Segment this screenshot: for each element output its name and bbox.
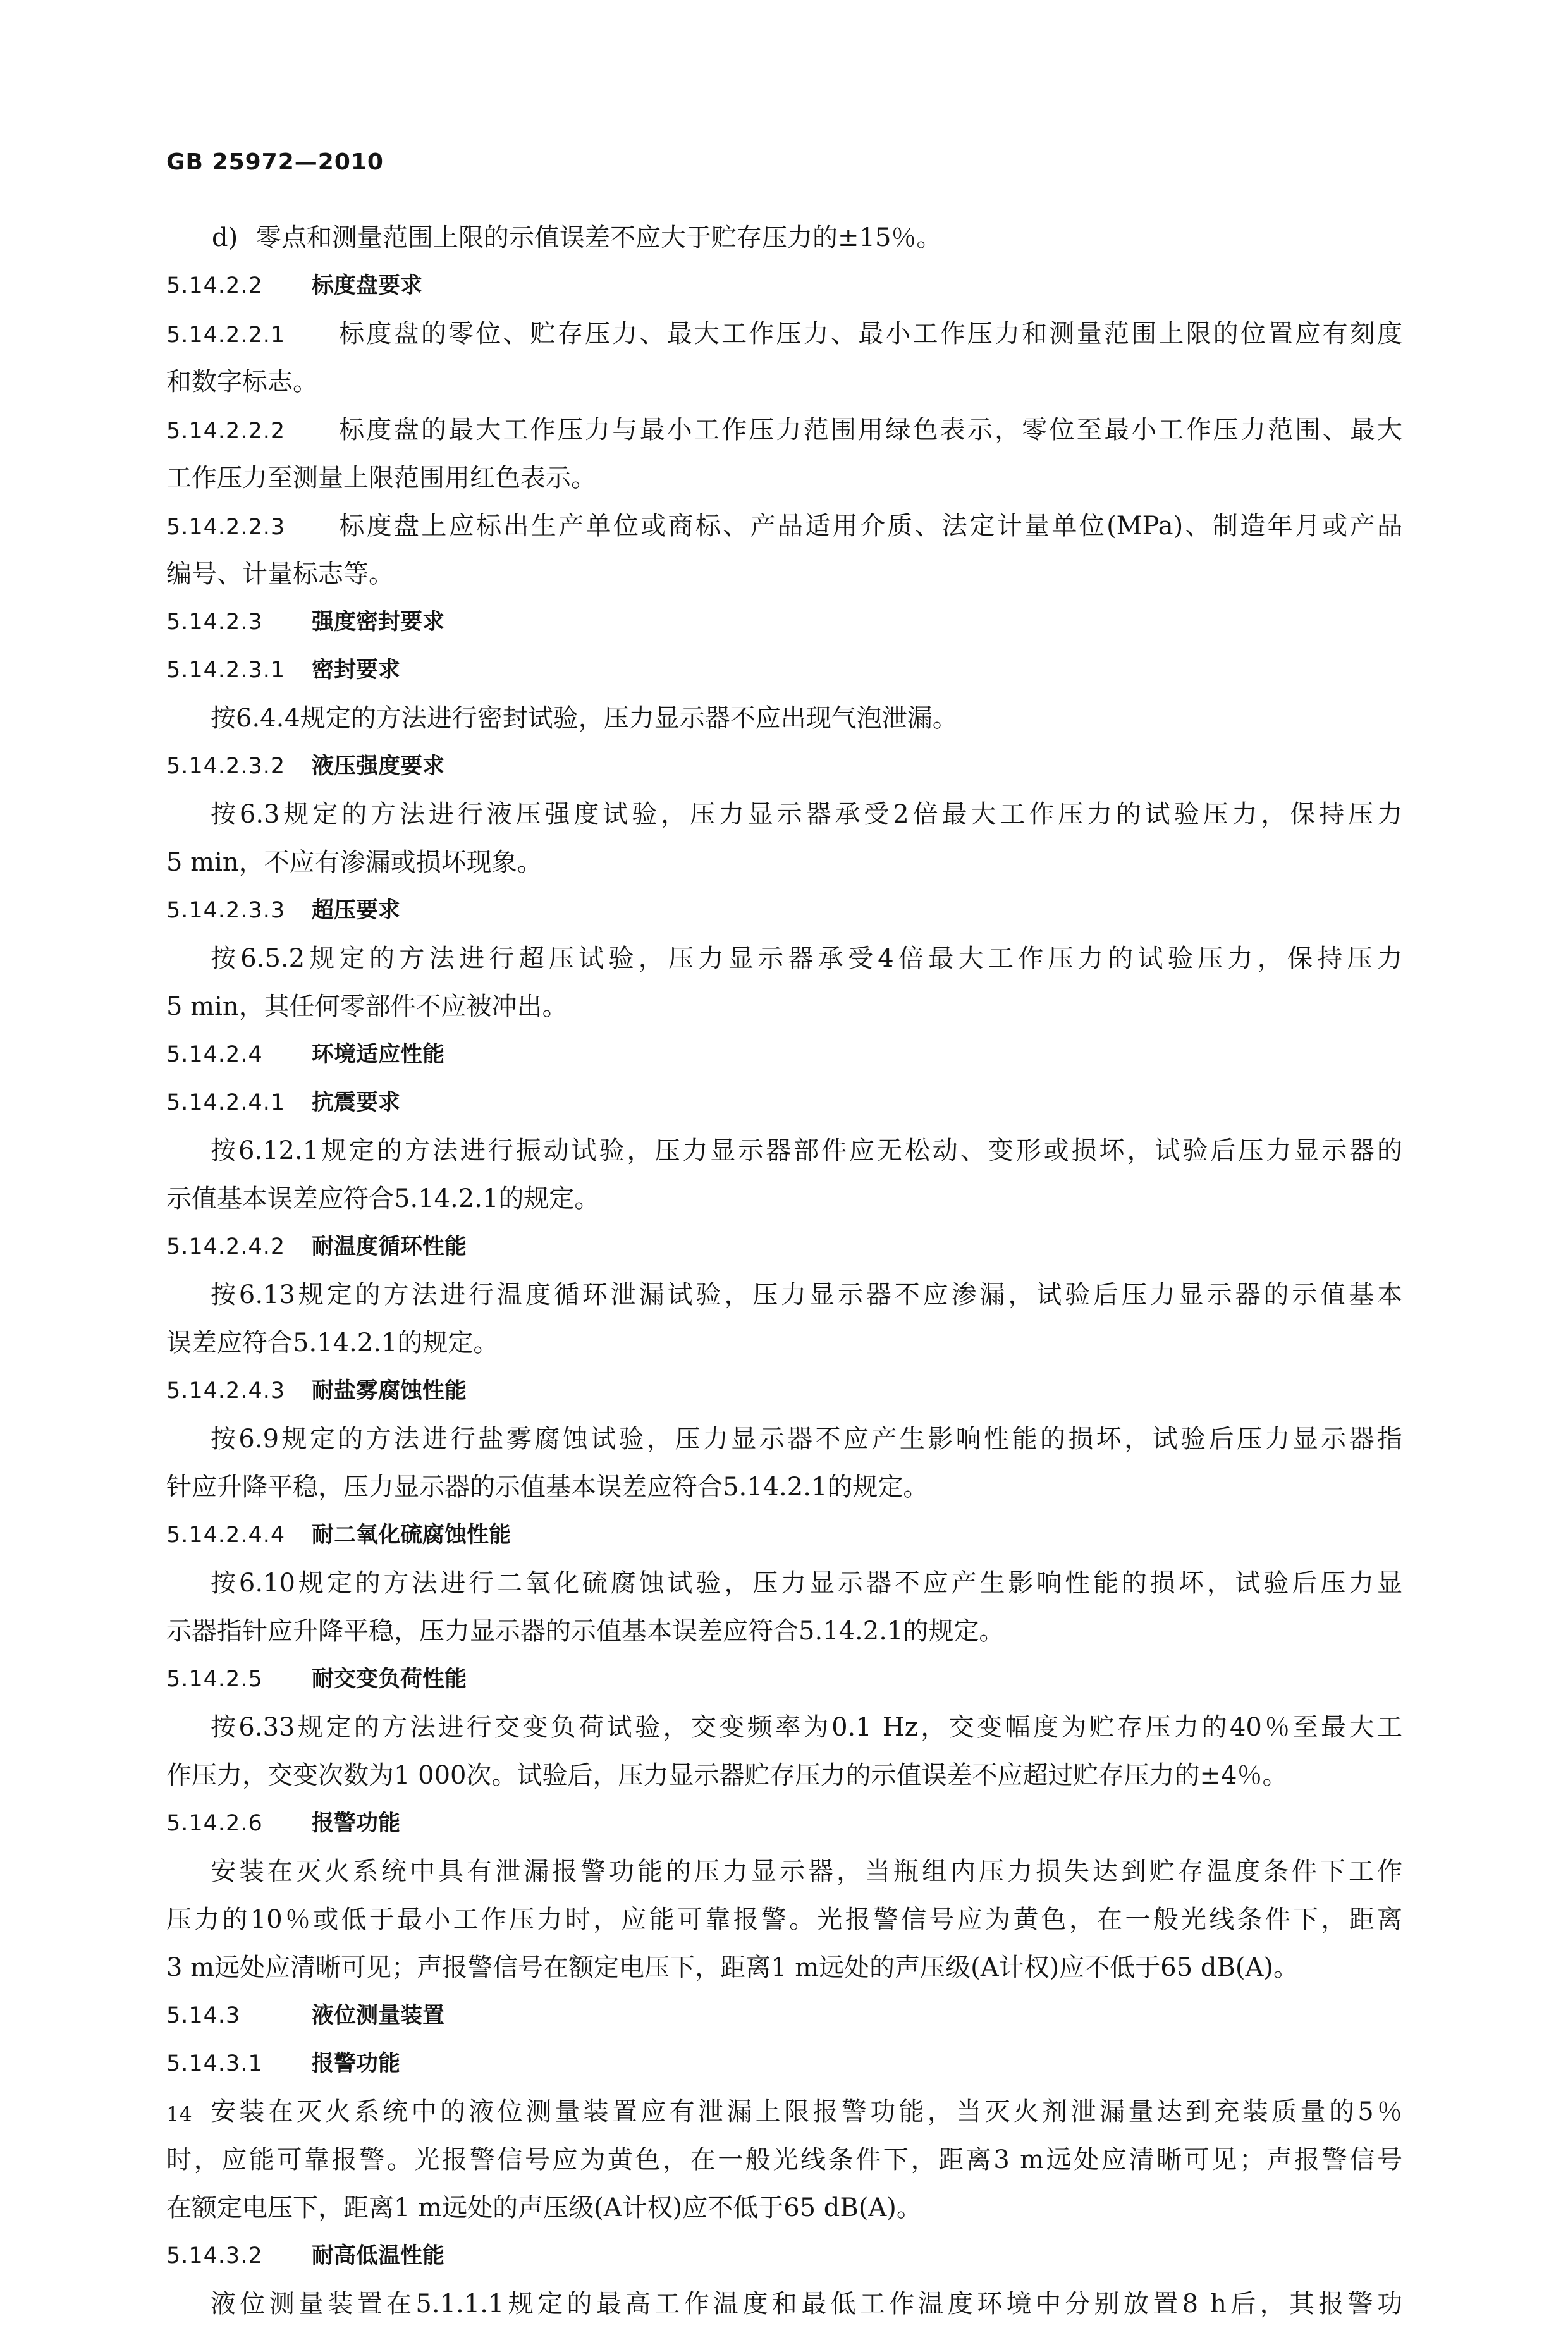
page-number: 14 bbox=[166, 2102, 192, 2126]
section-heading bbox=[166, 1223, 1402, 1271]
section-number: 5.14.2.4.1 bbox=[166, 1090, 286, 1115]
clause-line bbox=[166, 406, 1402, 454]
section-title: 强度密封要求 bbox=[312, 610, 445, 635]
section-number: 5.14.2.3.2 bbox=[166, 754, 286, 779]
clause-number: 5.14.2.2.1 bbox=[166, 322, 286, 348]
paragraph-continuation: 5 min，不应有渗漏或损坏现象。 bbox=[166, 848, 542, 877]
section-heading bbox=[166, 1031, 1402, 1079]
paragraph-continuation: 压力的10％或低于最小工作压力时，应能可靠报警。光报警信号应为黄色，在一般光线条件下，距离 bbox=[166, 1905, 1402, 1934]
section-heading bbox=[166, 1079, 1402, 1127]
section-number: 5.14.2.4.2 bbox=[166, 1234, 286, 1259]
section-heading bbox=[166, 886, 1402, 934]
section-heading bbox=[166, 1992, 1402, 2040]
list-item bbox=[166, 214, 1402, 262]
section-title: 耐盐雾腐蚀性能 bbox=[312, 1378, 467, 1404]
paragraph-continuation: 时，应能可靠报警。光报警信号应为黄色，在一般光线条件下，距离3 m远处应清晰可见；声报警信号 bbox=[166, 2145, 1402, 2174]
section-number: 5.14.2.4 bbox=[166, 1042, 263, 1067]
paragraph-line: 按6.33规定的方法进行交变负荷试验，交变频率为0.1 Hz，交变幅度为贮存压力的40％至最大工 bbox=[211, 1713, 1402, 1742]
paragraph-line: 液位测量装置在5.1.1.1规定的最高工作温度和最低工作温度环境中分别放置8 h后，其报警功 bbox=[211, 2289, 1402, 2319]
document-body bbox=[166, 214, 1402, 2328]
paragraph-line: 按6.10规定的方法进行二氧化硫腐蚀试验，压力显示器不应产生影响性能的损坏，试验后压力显 bbox=[211, 1569, 1402, 1598]
paragraph-continuation: 示值基本误差应符合5.14.2.1的规定。 bbox=[166, 1184, 600, 1213]
paragraph-continuation: 针应升降平稳，压力显示器的示值基本误差应符合5.14.2.1的规定。 bbox=[166, 1473, 929, 1502]
section-title: 标度盘要求 bbox=[312, 273, 423, 298]
section-number: 5.14.2.2 bbox=[166, 273, 263, 298]
section-heading bbox=[166, 646, 1402, 694]
section-heading bbox=[166, 1367, 1402, 1415]
section-heading bbox=[166, 262, 1402, 310]
section-heading bbox=[166, 742, 1402, 790]
clause-number: 5.14.2.2.2 bbox=[166, 419, 286, 444]
paragraph-line: 按6.5.2规定的方法进行超压试验，压力显示器承受4倍最大工作压力的试验压力，保持压力 bbox=[211, 944, 1402, 973]
section-number: 5.14.2.3 bbox=[166, 610, 263, 635]
paragraph-line: 安装在灭火系统中具有泄漏报警功能的压力显示器，当瓶组内压力损失达到贮存温度条件下工作 bbox=[211, 1857, 1402, 1886]
paragraph-line: 按6.9规定的方法进行盐雾腐蚀试验，压力显示器不应产生影响性能的损坏，试验后压力显示器指 bbox=[211, 1424, 1402, 1454]
section-number: 5.14.2.4.4 bbox=[166, 1522, 286, 1548]
clause-text: 标度盘的零位、贮存压力、最大工作压力、最小工作压力和测量范围上限的位置应有刻度 bbox=[337, 319, 1402, 348]
paragraph-line: 按6.13规定的方法进行温度循环泄漏试验，压力显示器不应渗漏，试验后压力显示器的示值基本 bbox=[211, 1280, 1402, 1309]
paragraph-continuation: 误差应符合5.14.2.1的规定。 bbox=[166, 1328, 499, 1357]
section-number: 5.14.2.3.3 bbox=[166, 898, 286, 923]
clause-line bbox=[166, 310, 1402, 358]
section-heading bbox=[166, 2040, 1402, 2088]
section-heading bbox=[166, 598, 1402, 646]
section-title: 报警功能 bbox=[312, 2051, 401, 2076]
section-number: 5.14.2.6 bbox=[166, 1811, 263, 1836]
section-number: 5.14.3.1 bbox=[166, 2051, 263, 2076]
paragraph-continuation: 作压力，交变次数为1 000次。试验后，压力显示器贮存压力的示值误差不应超过贮存压力的±4％。 bbox=[166, 1761, 1288, 1790]
section-title: 环境适应性能 bbox=[312, 1042, 445, 1067]
section-heading bbox=[166, 1511, 1402, 1559]
section-title: 耐温度循环性能 bbox=[312, 1234, 467, 1259]
paragraph-line: 按6.3规定的方法进行液压强度试验，压力显示器承受2倍最大工作压力的试验压力，保持压力 bbox=[211, 800, 1402, 829]
section-title: 密封要求 bbox=[312, 658, 401, 683]
section-number: 5.14.2.4.3 bbox=[166, 1378, 286, 1404]
paragraph-line: 按6.12.1规定的方法进行振动试验，压力显示器部件应无松动、变形或损坏，试验后压力显示器的 bbox=[211, 1136, 1402, 1165]
section-title: 液位测量装置 bbox=[312, 2003, 445, 2028]
clause-text: 标度盘的最大工作压力与最小工作压力范围用绿色表示，零位至最小工作压力范围、最大 bbox=[337, 415, 1402, 444]
section-title: 抗震要求 bbox=[312, 1090, 401, 1115]
clause-line bbox=[166, 502, 1402, 550]
list-item-text: 零点和测量范围上限的示值误差不应大于贮存压力的±15％。 bbox=[256, 223, 942, 252]
section-title: 耐交变负荷性能 bbox=[312, 1667, 467, 1692]
section-title: 耐高低温性能 bbox=[312, 2243, 445, 2269]
paragraph-continuation: 和数字标志。 bbox=[166, 367, 318, 396]
section-number: 5.14.3 bbox=[166, 2003, 241, 2028]
paragraph-continuation: 编号、计量标志等。 bbox=[166, 560, 394, 589]
clause-text: 标度盘上应标出生产单位或商标、产品适用介质、法定计量单位(MPa)、制造年月或产品 bbox=[337, 512, 1402, 541]
section-heading bbox=[166, 1655, 1402, 1703]
paragraph-continuation: 在额定电压下，距离1 m远处的声压级(A计权)应不低于65 dB(A)。 bbox=[166, 2193, 922, 2222]
paragraph-continuation: 示器指针应升降平稳，压力显示器的示值基本误差应符合5.14.2.1的规定。 bbox=[166, 1617, 1005, 1646]
section-number: 5.14.2.3.1 bbox=[166, 658, 286, 683]
section-number: 5.14.3.2 bbox=[166, 2243, 263, 2269]
paragraph-line: 按6.4.4规定的方法进行密封试验，压力显示器不应出现气泡泄漏。 bbox=[211, 704, 958, 733]
section-heading bbox=[166, 1799, 1402, 1847]
section-title: 耐二氧化硫腐蚀性能 bbox=[312, 1522, 511, 1548]
standard-code-header: GB 25972—2010 bbox=[166, 149, 384, 175]
list-item-label: d) bbox=[212, 223, 238, 252]
section-title: 液压强度要求 bbox=[312, 754, 445, 779]
section-number: 5.14.2.5 bbox=[166, 1667, 263, 1692]
section-heading bbox=[166, 2232, 1402, 2280]
paragraph-continuation: 3 m远处应清晰可见；声报警信号在额定电压下，距离1 m远处的声压级(A计权)应不低于65 dB(A)。 bbox=[166, 1953, 1299, 1982]
paragraph-line: 安装在灭火系统中的液位测量装置应有泄漏上限报警功能，当灭火剂泄漏量达到充装质量的5％ bbox=[211, 2097, 1402, 2126]
clause-number: 5.14.2.2.3 bbox=[166, 515, 286, 540]
section-title: 报警功能 bbox=[312, 1811, 401, 1836]
paragraph-continuation: 5 min，其任何零部件不应被冲出。 bbox=[166, 992, 568, 1021]
paragraph-continuation: 工作压力至测量上限范围用红色表示。 bbox=[166, 463, 596, 493]
section-title: 超压要求 bbox=[312, 898, 401, 923]
